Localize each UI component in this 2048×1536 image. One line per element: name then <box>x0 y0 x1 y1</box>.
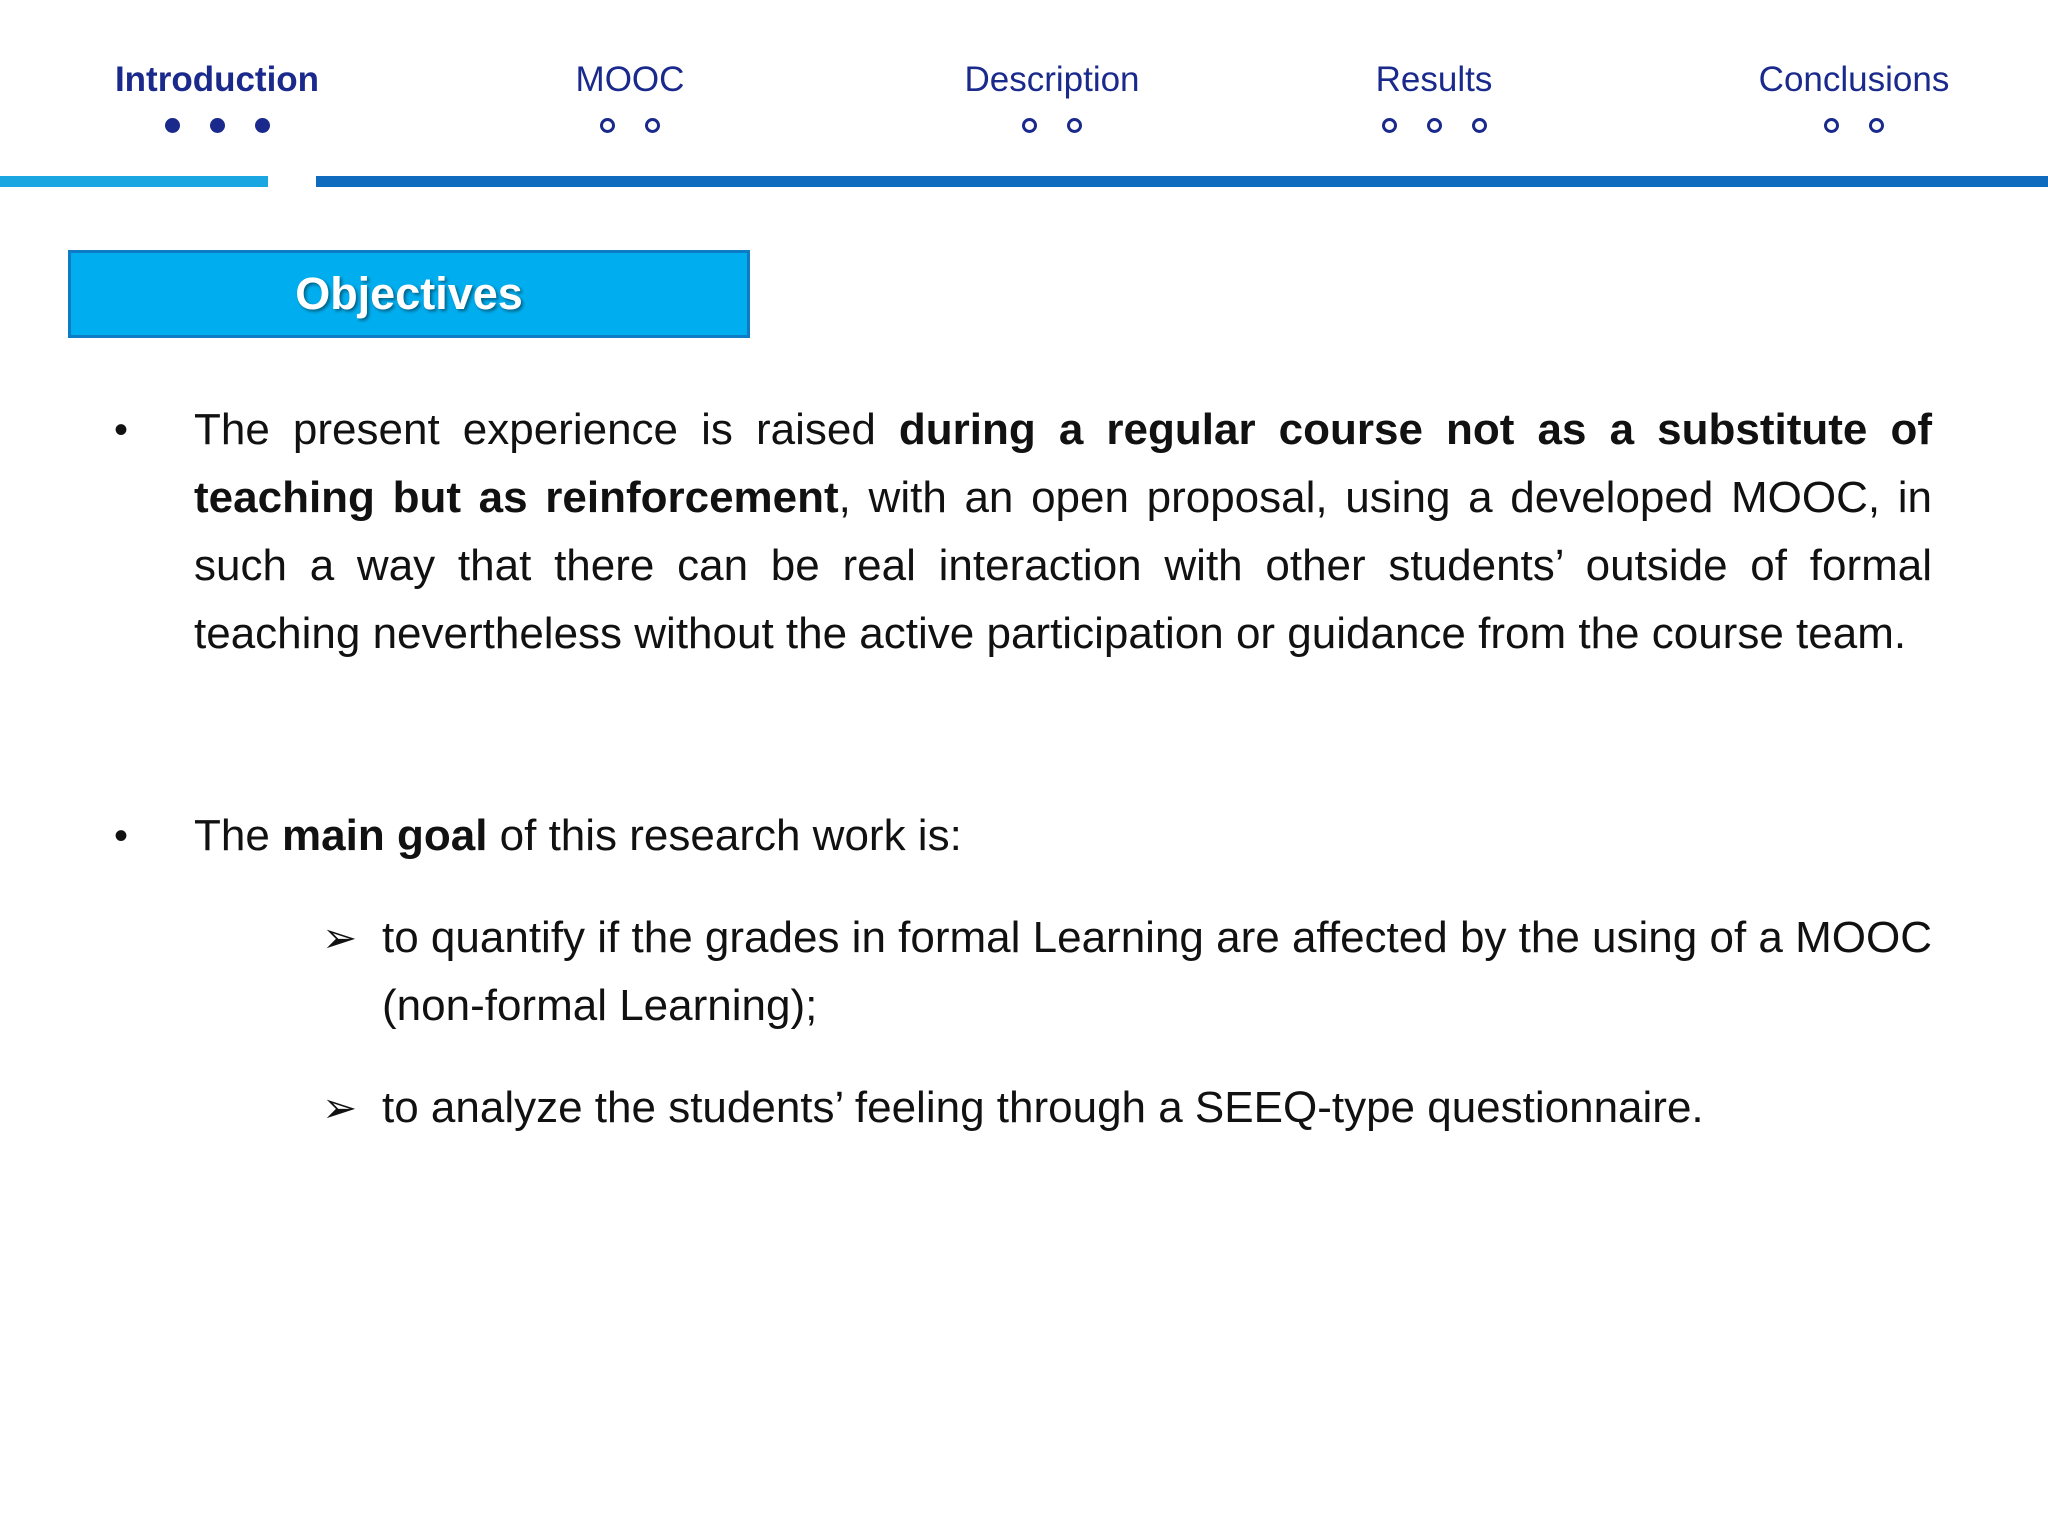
arrow-bullet-icon: ➢ <box>322 1084 358 1131</box>
bullet-icon: • <box>114 814 129 858</box>
nav-item-label: Introduction <box>114 60 320 99</box>
progress-dot-empty <box>1022 118 1037 133</box>
arrow-bullet-icon: ➢ <box>322 914 358 961</box>
sub-bullet-item <box>322 1074 1932 1142</box>
nav-item-conclusions[interactable] <box>1694 58 2014 133</box>
bullet-text: The present experience is raised <box>194 405 899 454</box>
nav-item-label: Conclusions <box>1758 60 1950 99</box>
progress-dot-empty <box>645 118 660 133</box>
nav-progress-bar-left <box>0 176 268 187</box>
bullet-item <box>110 802 1932 870</box>
sub-bullet-text: to quantify if the grades in formal Learning are affected by the using of a MOOC (non-formal Learning); <box>382 913 1932 1030</box>
section-title-box <box>68 250 750 338</box>
progress-dots <box>470 118 790 133</box>
bullet-item <box>110 396 1932 668</box>
progress-dots <box>1694 118 2014 133</box>
nav-item-label: Results <box>1375 60 1493 99</box>
progress-dot-empty <box>600 118 615 133</box>
bullet-icon: • <box>114 408 129 452</box>
nav-item-label: MOOC <box>575 60 685 99</box>
progress-dot-empty <box>1427 118 1442 133</box>
progress-dot-empty <box>1869 118 1884 133</box>
bullet-bold-text: main goal <box>282 811 488 860</box>
nav-progress-bar-right <box>316 176 2048 187</box>
progress-dot-empty <box>1824 118 1839 133</box>
sub-bullet-text: to analyze the students’ feeling through a SEEQ-type questionnaire. <box>382 1083 1704 1132</box>
bullet-text: of this research work is: <box>487 811 962 860</box>
progress-dot-empty <box>1067 118 1082 133</box>
progress-dot-filled <box>165 118 180 133</box>
bullet-text: The <box>194 811 283 860</box>
progress-dot-empty <box>1382 118 1397 133</box>
bullet-bold-text: during a regular course not as a substitute of teaching but as reinforcement <box>194 405 1932 522</box>
sub-bullet-item <box>322 904 1932 1040</box>
progress-dot-empty <box>1472 118 1487 133</box>
sub-bullet-list <box>110 904 1932 1142</box>
progress-dot-filled <box>210 118 225 133</box>
nav-item-label: Description <box>964 60 1140 99</box>
nav-item-mooc[interactable] <box>470 58 790 133</box>
bullet-text: , with an open proposal, using a developed MOOC, in such a way that there can be real interaction with other students’ outside of formal teaching nevertheless without the active participation or guidance from the course team. <box>194 473 1932 658</box>
progress-dots <box>57 118 377 133</box>
section-title: Objectives <box>295 268 523 319</box>
nav-item-description[interactable] <box>892 58 1212 133</box>
progress-dots <box>892 118 1212 133</box>
nav-item-results[interactable] <box>1274 58 1594 133</box>
slide-body <box>110 396 1932 1176</box>
progress-dots <box>1274 118 1594 133</box>
progress-dot-filled <box>255 118 270 133</box>
nav-item-introduction[interactable] <box>57 58 377 133</box>
section-navigation <box>0 0 2048 190</box>
